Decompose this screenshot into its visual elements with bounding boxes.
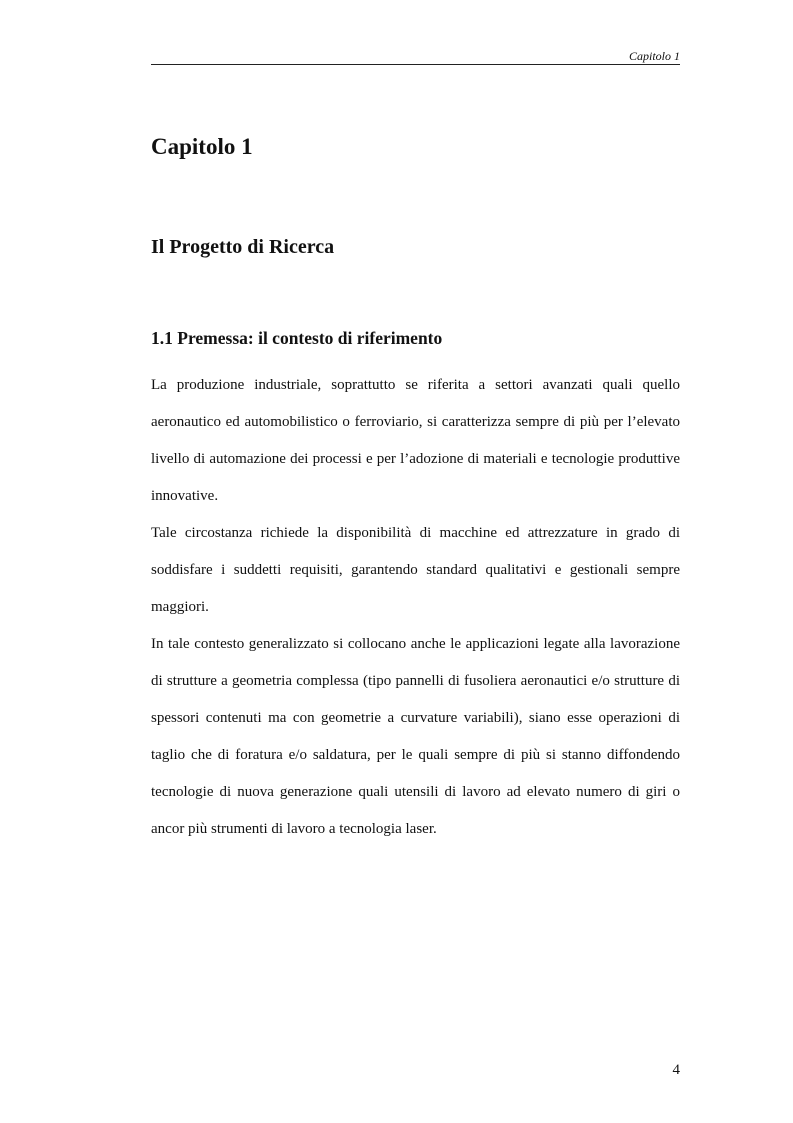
running-header: Capitolo 1 xyxy=(628,49,680,63)
paragraph: In tale contesto generalizzato si collocano anche le applicazioni legate alla lavorazione di strutture a geometria complessa (tipo pannelli di fusoliera aeronautici e/o strutture di spessori contenuti ma con geometrie a curvature variabili), siano esse operazioni di taglio che di foratura e/o saldatura, per le quali sempre di più si stanno diffondendo tecnologie di nuova generazione quali utensili di lavoro ad elevato numero di giri o ancor più strumenti di lavoro a tecnologia laser. xyxy=(151,636,680,837)
header-rule xyxy=(151,64,680,65)
section-heading: 1.1 Premessa: il contesto di riferimento xyxy=(151,328,443,348)
chapter-subtitle: Il Progetto di Ricerca xyxy=(151,236,335,258)
paragraph: La produzione industriale, soprattutto se riferita a settori avanzati quali quello aeronautico ed automobilistico o ferroviario, si caratterizza sempre di più per l’elevato livello di automazione dei processi e per l’adozione di materiali e tecnologie produttive innovative. xyxy=(151,377,680,504)
body-text xyxy=(151,367,680,848)
page-number: 4 xyxy=(672,1062,680,1078)
chapter-title: Capitolo 1 xyxy=(151,134,253,159)
paragraph: Tale circostanza richiede la disponibilità di macchine ed attrezzature in grado di soddisfare i suddetti requisiti, garantendo standard qualitativi e gestionali sempre maggiori. xyxy=(151,525,680,615)
